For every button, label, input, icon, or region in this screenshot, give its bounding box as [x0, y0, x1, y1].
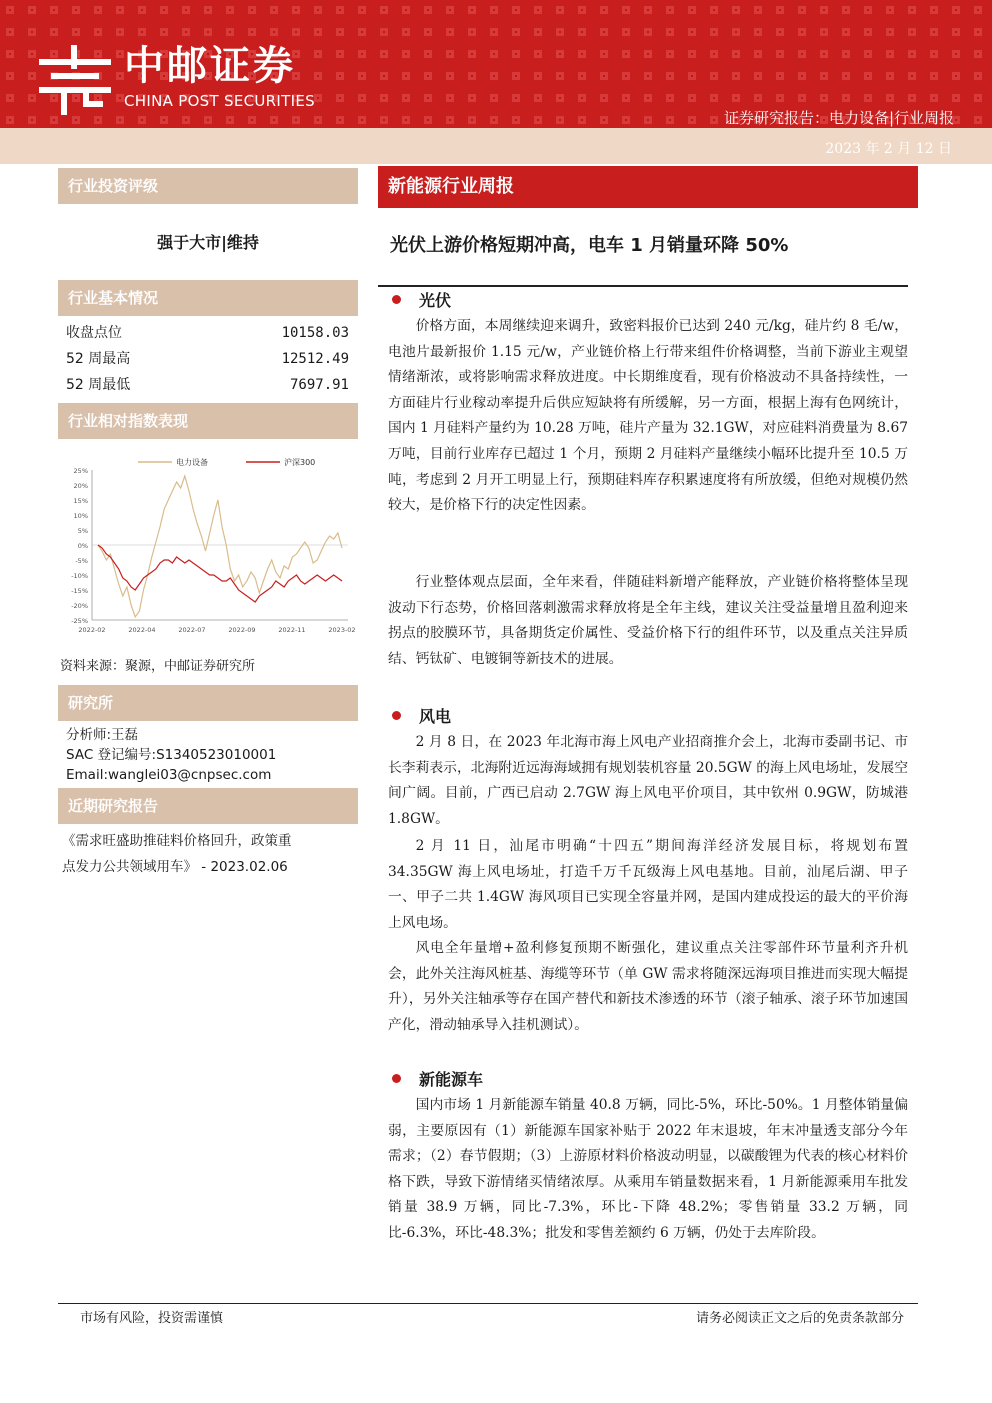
report-header — [0, 0, 992, 128]
section-heading-wind — [392, 705, 451, 729]
chart-y-tick-label: 20% — [73, 482, 88, 490]
report-type: 证券研究报告：电力设备|行业周报 — [723, 109, 954, 127]
report-date: 2023 年 2 月 12 日 — [825, 141, 952, 157]
chart-x-tick-label: 2022-09 — [228, 626, 256, 634]
chart-y-tick-label: -25% — [71, 617, 88, 625]
footer-rule — [58, 1303, 918, 1304]
section-heading-text: 风电 — [419, 707, 452, 726]
rating-value: 强于大市|维持 — [157, 233, 259, 252]
chart-x-tick-label: 2023-02 — [328, 626, 356, 634]
bullet-icon — [392, 711, 401, 720]
paragraph: 行业整体观点层面，全年来看，伴随硅料新增产能释放，产业链价格将整体呈现波动下行态势，价格回落刺激需求释放将是全年主线，建议关注受益量增且盈利迎来拐点的胶膜环节，具备期货定价属性、受益价格下行的组件环节，以及重点关注异质结、钙钛矿、电镀铜等新技术的进展。 — [388, 574, 908, 667]
chart-y-tick-label: 25% — [73, 467, 88, 475]
recent-report-line1[interactable]: 《需求旺盛助推硅料价格回升，政策重 — [62, 833, 292, 849]
analyst-name: 分析师:王磊 — [66, 727, 139, 743]
basics-row-low — [66, 374, 349, 396]
report-headline: 光伏上游价格短期冲高，电车 1 月销量环降 50% — [390, 235, 789, 256]
footer-risk-note: 市场有风险，投资需谨慎 — [80, 1311, 224, 1326]
chart-series-line-1 — [98, 545, 342, 602]
footer-disclaimer-note: 请务必阅读正文之后的免责条款部分 — [695, 1311, 904, 1326]
section-heading-text: 新能源车 — [419, 1070, 484, 1089]
chart-legend-label: 沪深300 — [284, 458, 316, 467]
logo-chinese-name: 中邮证券 — [124, 43, 296, 89]
analyst-email[interactable]: Email:wanglei03@cnpsec.com — [66, 767, 272, 783]
basics-row-close — [66, 322, 349, 344]
institute-title: 研究所 — [58, 685, 358, 721]
chart-y-tick-label: -20% — [71, 602, 88, 610]
basics-label: 52 周最高 — [66, 351, 131, 367]
chart-grid — [92, 470, 348, 620]
section-title-bar: 新能源行业周报 — [378, 166, 918, 208]
basics-value: 10158.03 — [281, 325, 349, 341]
headline-rule — [378, 285, 908, 287]
relative-performance-chart — [58, 450, 358, 640]
recent-reports-title: 近期研究报告 — [58, 788, 358, 824]
chart-y-tick-label: 5% — [77, 527, 88, 535]
chart-lines — [98, 476, 342, 617]
chart-x-tick-label: 2022-07 — [178, 626, 206, 634]
bullet-icon — [392, 1074, 401, 1083]
chart-y-tick-label: -10% — [71, 572, 88, 580]
chart-x-tick-label: 2022-02 — [78, 626, 106, 634]
bullet-icon — [392, 295, 401, 304]
china-post-logo-icon — [34, 42, 116, 118]
basics-title: 行业基本情况 — [58, 280, 358, 316]
chart-x-ticks — [78, 626, 355, 634]
chart-series-line-0 — [98, 476, 342, 617]
performance-title: 行业相对指数表现 — [58, 403, 358, 439]
section-heading-text: 光伏 — [419, 291, 452, 310]
analyst-sac: SAC 登记编号:S1340523010001 — [66, 747, 277, 763]
chart-y-tick-label: 15% — [73, 497, 88, 505]
basics-value: 12512.49 — [281, 351, 349, 367]
chart-legend-label: 电力设备 — [176, 458, 208, 467]
section-heading-pv — [392, 289, 451, 313]
chart-y-tick-label: -5% — [75, 557, 88, 565]
chart-source: 资料来源：聚源，中邮证券研究所 — [60, 659, 256, 674]
chart-y-tick-label: 10% — [73, 512, 88, 520]
paragraph: 国内市场 1 月新能源车销量 40.8 万辆，同比-5%，环比-50%。1 月整体销量偏弱，主要原因有（1）新能源车国家补贴于 2022 年末退坡，年末冲量透支部分今年需求；（2）春节假期；（3）上游原材料价格波动明显，以碳酸锂为代表的核心材料价格下跌，导致下游情绪买情绪浓厚。从乘用车销量数据来看，1 月新能源乘用车批发销量 38.9 万辆，同比-7.3%，环比-下降 48.2%；零售销量 33.2 万辆，同比-6.3%，环比-48.3%；批发和零售差额约 6 万辆，仍处于去库阶段。 — [388, 1097, 908, 1241]
basics-value: 7697.91 — [289, 377, 349, 393]
chart-legend — [138, 457, 315, 467]
chart-x-tick-label: 2022-11 — [278, 626, 306, 634]
basics-row-high — [66, 348, 349, 370]
chart-x-tick-label: 2022-04 — [128, 626, 156, 634]
logo-english-name: CHINA POST SECURITIES — [124, 92, 315, 110]
paragraph: 2 月 8 日，在 2023 年北海市海上风电产业招商推介会上，北海市委副书记、市长李莉表示，北海附近远海海域拥有规划装机容量 20.5GW 的海上风电场址，发展空间广阔。目前，广西已启动 2.7GW 海上风电平价项目，其中钦州 0.9GW，防城港 1.8GW。 — [388, 734, 908, 827]
chart-y-ticks — [71, 467, 88, 625]
chart-y-tick-label: 0% — [77, 542, 88, 550]
basics-label: 52 周最低 — [66, 377, 131, 393]
paragraph: 价格方面，本周继续迎来调升，致密料报价已达到 240 元/kg，硅片约 8 毛/w，电池片最新报价 1.15 元/w，产业链价格上行带来组件价格调整，当前下游业主观望情绪渐浓，或将影响需求释放进度。中长期维度看，现有价格波动不具备持续性，一方面硅片行业稼动率提升后供应短缺将有所缓解，另一方面，根据上海有色网统计，国内 1 月硅料产量约为 10.28 万吨，硅片产量为 32.1GW，对应硅料消费量为 8.67 万吨，目前行业库存已超过 1 个月，预期 2 月硅料产量继续小幅环比提升至 10.5 万吨，考虑到 2 月开工明显上行，预期硅料库存积累速度将有所放缓，但绝对规模仍然较大，是价格下行的决定性因素。 — [388, 318, 908, 514]
recent-report-line2[interactable]: 点发力公共领域用车》 - 2023.02.06 — [62, 859, 288, 875]
paragraph: 风电全年量增+盈利修复预期不断强化，建议重点关注零部件环节量利齐升机会，此外关注海风桩基、海缆等环节（单 GW 需求将随深远海项目推进而实现大幅提升），另外关注轴承等存在国产替代和新技术渗透的环节（滚子轴承、滚子环节加速国产化，滑动轴承导入挂机测试）。 — [388, 940, 908, 1033]
chart-y-tick-label: -15% — [71, 587, 88, 595]
section-heading-ev — [392, 1068, 483, 1092]
paragraph: 2 月 11 日，汕尾市明确“十四五”期间海洋经济发展目标，将规划布置 34.35GW 海上风电场址，打造千万千瓦级海上风电基地。目前，汕尾后湖、甲子一、甲子二共 1.4GW 海风项目已实现全容量并网，是国内建成投运的最大的平价海上风电场。 — [388, 838, 908, 931]
rating-title: 行业投资评级 — [58, 168, 358, 204]
basics-label: 收盘点位 — [66, 325, 122, 341]
